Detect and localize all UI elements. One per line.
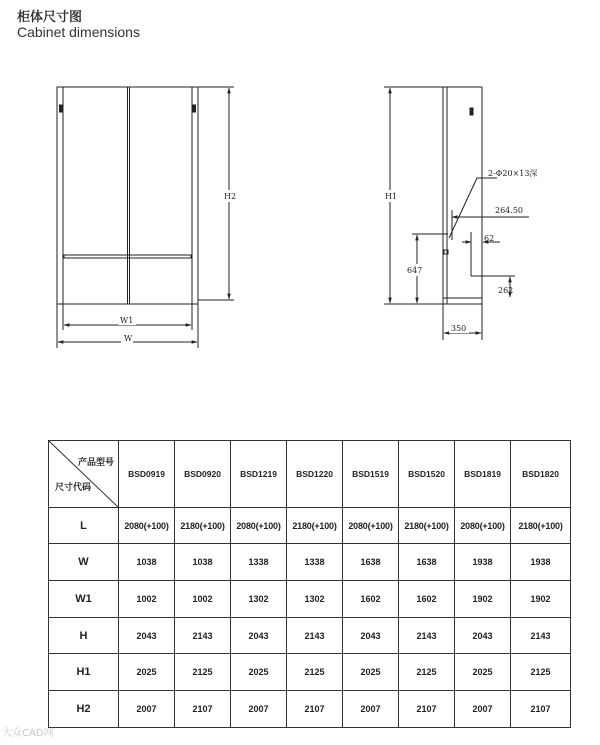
model-header: BSD1219 bbox=[231, 441, 287, 508]
table-row-w bbox=[49, 544, 571, 581]
table-cell: 2025 bbox=[119, 654, 175, 691]
table-cell: 2107 bbox=[287, 691, 343, 728]
table-row-h bbox=[49, 618, 571, 654]
table-cell: 1302 bbox=[231, 581, 287, 618]
d262-label: 262 bbox=[498, 286, 514, 295]
hinge-left bbox=[60, 105, 63, 112]
side-hinge bbox=[470, 108, 473, 115]
front-view bbox=[57, 87, 237, 348]
row-code: H bbox=[49, 618, 119, 654]
table-cell: 2143 bbox=[399, 618, 455, 654]
page-title-cn: 柜体尺寸图 bbox=[17, 10, 83, 25]
h1-label: H1 bbox=[385, 192, 398, 201]
table-cell: 1638 bbox=[343, 544, 399, 581]
table-cell: 2025 bbox=[343, 654, 399, 691]
table-cell: 2043 bbox=[231, 618, 287, 654]
table-row-w1 bbox=[49, 581, 571, 618]
table-cell: 2107 bbox=[175, 691, 231, 728]
table-cell: 2007 bbox=[231, 691, 287, 728]
d264-label: 264.50 bbox=[495, 206, 523, 215]
table-cell: 2180(+100) bbox=[287, 508, 343, 544]
model-header: BSD0920 bbox=[175, 441, 231, 508]
table-cell: 2107 bbox=[399, 691, 455, 728]
table-row-h2 bbox=[49, 691, 571, 728]
corner-label-code: 尺寸代码 bbox=[55, 482, 92, 492]
table-cell: 2125 bbox=[399, 654, 455, 691]
table-corner-cell bbox=[49, 441, 119, 508]
table-cell: 2080(+100) bbox=[231, 508, 287, 544]
corner-label-model: 产品型号 bbox=[77, 457, 114, 467]
table-cell: 1302 bbox=[287, 581, 343, 618]
watermark: 大众CAD网 bbox=[2, 728, 54, 739]
table-cell: 1602 bbox=[399, 581, 455, 618]
table-cell: 2025 bbox=[455, 654, 511, 691]
model-header: BSD1520 bbox=[399, 441, 455, 508]
dimension-table bbox=[48, 440, 571, 728]
table-cell: 2043 bbox=[119, 618, 175, 654]
table-cell: 1338 bbox=[287, 544, 343, 581]
table-cell: 2180(+100) bbox=[399, 508, 455, 544]
hinge-right bbox=[193, 105, 196, 112]
table-cell: 1338 bbox=[231, 544, 287, 581]
table-cell: 1602 bbox=[343, 581, 399, 618]
table-cell: 1038 bbox=[119, 544, 175, 581]
table-cell: 2025 bbox=[231, 654, 287, 691]
row-code: W bbox=[49, 544, 119, 581]
d350-label: 350 bbox=[451, 324, 467, 333]
header-row bbox=[49, 441, 571, 508]
table-cell: 2143 bbox=[287, 618, 343, 654]
side-outline bbox=[443, 87, 482, 304]
row-code: W1 bbox=[49, 581, 119, 618]
hole-leader bbox=[449, 178, 497, 238]
row-code: H2 bbox=[49, 691, 119, 728]
row-code: L bbox=[49, 508, 119, 544]
table-cell: 2080(+100) bbox=[343, 508, 399, 544]
table-cell: 2125 bbox=[287, 654, 343, 691]
table-cell: 2043 bbox=[455, 618, 511, 654]
table-cell: 2143 bbox=[175, 618, 231, 654]
d647-label: 647 bbox=[407, 266, 423, 275]
table-cell: 2125 bbox=[175, 654, 231, 691]
table-cell: 2080(+100) bbox=[119, 508, 175, 544]
w-label: W bbox=[124, 334, 133, 343]
table-cell: 1002 bbox=[119, 581, 175, 618]
table-cell: 2107 bbox=[511, 691, 571, 728]
table-cell: 2143 bbox=[511, 618, 571, 654]
hole-note-label: 2-Φ20×13深 bbox=[488, 169, 538, 178]
model-header: BSD1519 bbox=[343, 441, 399, 508]
table-row-l bbox=[49, 508, 571, 544]
table-cell: 1902 bbox=[455, 581, 511, 618]
model-header: BSD0919 bbox=[119, 441, 175, 508]
corner-diagonal bbox=[49, 441, 119, 508]
table-cell: 1638 bbox=[399, 544, 455, 581]
table-cell: 2007 bbox=[343, 691, 399, 728]
model-header: BSD1220 bbox=[287, 441, 343, 508]
table-cell: 2080(+100) bbox=[455, 508, 511, 544]
table-cell: 2125 bbox=[511, 654, 571, 691]
table-cell: 1902 bbox=[511, 581, 571, 618]
table-cell: 2180(+100) bbox=[511, 508, 571, 544]
table-cell: 1038 bbox=[175, 544, 231, 581]
row-code: H1 bbox=[49, 654, 119, 691]
table-cell: 2043 bbox=[343, 618, 399, 654]
table-cell: 1002 bbox=[175, 581, 231, 618]
table-cell: 2007 bbox=[455, 691, 511, 728]
model-header: BSD1819 bbox=[455, 441, 511, 508]
h2-label: H2 bbox=[224, 192, 237, 201]
table-cell: 1938 bbox=[511, 544, 571, 581]
table-row-h1 bbox=[49, 654, 571, 691]
d62-label: 62 bbox=[484, 234, 495, 243]
table-cell: 2007 bbox=[119, 691, 175, 728]
model-header: BSD1820 bbox=[511, 441, 571, 508]
table-cell: 2180(+100) bbox=[175, 508, 231, 544]
page-title-en: Cabinet dimensions bbox=[17, 24, 140, 40]
w1-label: W1 bbox=[120, 316, 134, 325]
table-cell: 1938 bbox=[455, 544, 511, 581]
